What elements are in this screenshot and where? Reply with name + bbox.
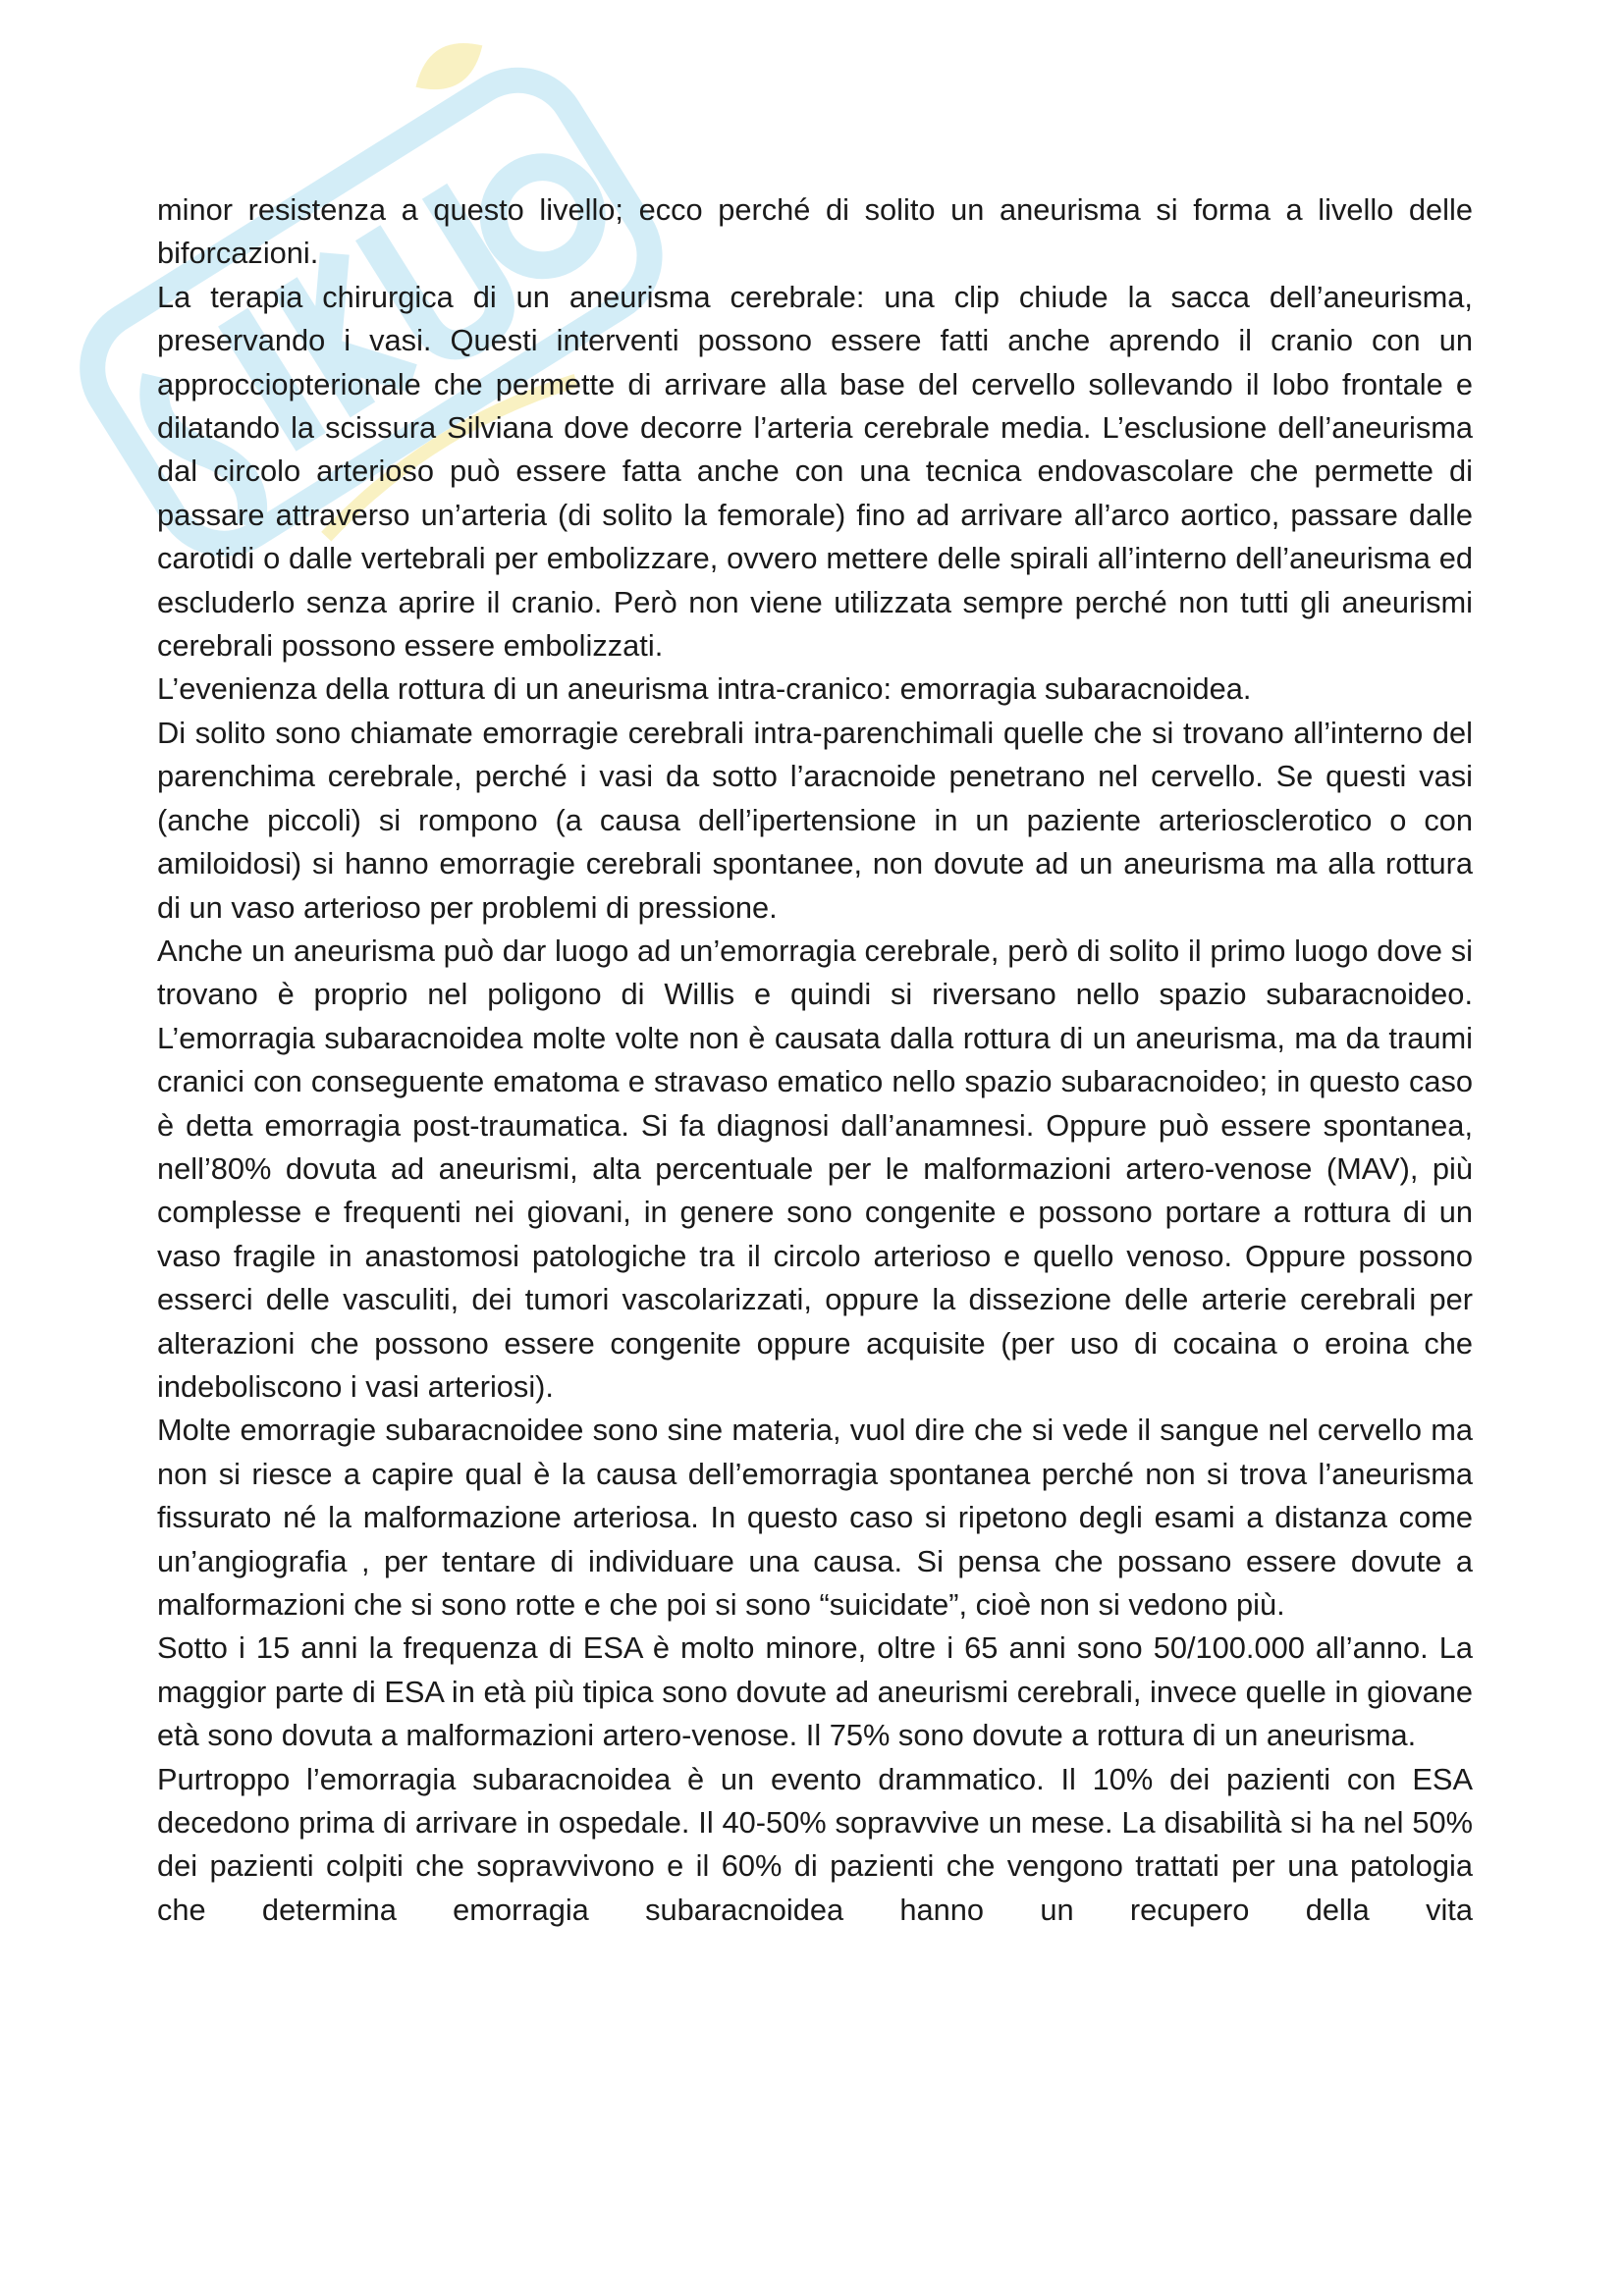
document-body: [157, 188, 1473, 1932]
paragraph-sine-materia: Molte emorragie subaracnoidee sono sine materia, vuol dire che si vede il sangue nel cervello ma non si riesce a capire qual è la causa dell’emorragia spontanea perché non si trova l’aneurisma fissurato né la malformazione arteriosa. In questo caso si ripetono degli esami a distanza come un’angiografia , per tentare di individuare una causa. Si pensa che possano essere dovute a malformazioni che si sono rotte e che poi si sono “suicidate”, cioè non si vedono più.: [157, 1413, 1473, 1622]
paragraph-biforcazioni: minor resistenza a questo livello; ecco perché di solito un aneurisma si forma a livello delle biforcazioni.: [157, 192, 1473, 271]
paragraph-frequenza-esa: Sotto i 15 anni la frequenza di ESA è molto minore, oltre i 65 anni sono 50/100.000 all’anno. La maggior parte di ESA in età più tipica sono dovute ad aneurismi cerebrali, invece quelle in giovane età sono dovuta a malformazioni artero-venose. Il 75% sono dovute a rottura di un aneurisma.: [157, 1630, 1473, 1753]
paragraph-terapia-chirurgica: La terapia chirurgica di un aneurisma cerebrale: una clip chiude la sacca dell’aneurisma, preservando i vasi. Questi interventi possono essere fatti anche aprendo il cranio con un approcciopterionale che permette di arrivare alla base del cervello sollevando il lobo frontale e dilatando la scissura Silviana dove decorre l’arteria cerebrale media. L’esclusione dell’aneurisma dal circolo arterioso può essere fatta anche con una tecnica endovascolare che permette di passare attraverso un’arteria (di solito la femorale) fino ad arrivare all’arco aortico, passare dalle carotidi o dalle vertebrali per embolizzare, ovvero mettere delle spirali all’interno dell’aneurisma ed escluderlo senza aprire il cranio. Però non viene utilizzata sempre perché non tutti gli aneurismi cerebrali possono essere embolizzati.: [157, 279, 1473, 664]
paragraph-prognosi: Purtroppo l’emorragia subaracnoidea è un evento drammatico. Il 10% dei pazienti con ESA decedono prima di arrivare in ospedale. Il 40-50% sopravvive un mese. La disabilità si ha nel 50% dei pazienti colpiti che sopravvivono e il 60% di pazienti che vengono trattati per una patologia che determina emorragia subaracnoidea hanno un recupero della vita: [157, 1761, 1473, 1927]
paragraph-emorragie-intraparenchimali: Di solito sono chiamate emorragie cerebrali intra-parenchimali quelle che si trovano all’interno del parenchima cerebrale, perché i vasi da sotto l’aracnoide penetrano nel cervello. Se questi vasi (anche piccoli) si rompono (a causa dell’ipertensione in un paziente arteriosclerotico o con amiloidosi) si hanno emorragie cerebrali spontanee, non dovute ad un aneurisma ma alla rottura di un vaso arterioso per problemi di pressione.: [157, 715, 1473, 925]
paragraph-emorragia-aneurisma: Anche un aneurisma può dar luogo ad un’emorragia cerebrale, però di solito il primo luogo dove si trovano è proprio nel poligono di Willis e quindi si riversano nello spazio subaracnoideo. L’emorragia subaracnoidea molte volte non è causata dalla rottura di un aneurisma, ma da traumi cranici con conseguente ematoma e stravaso ematico nello spazio subaracnoideo; in questo caso è detta emorragia post-traumatica. Si fa diagnosi dall’anamnesi. Oppure può essere spontanea, nell’80% dovuta ad aneurismi, alta percentuale per le malformazioni artero-venose (MAV), più complesse e frequenti nei giovani, in genere sono congenite e possono portare a rottura di un vaso fragile in anastomosi patologiche tra il circolo arterioso e quello venoso. Oppure possono esserci delle vasculiti, dei tumori vascolarizzati, oppure la dissezione delle arterie cerebrali per alterazioni che possono essere congenite oppure acquisite (per uso di cocaina o eroina che indeboliscono i vasi arteriosi).: [157, 933, 1473, 1404]
paragraph-evenienza-rottura: L’evenienza della rottura di un aneurisma intra-cranico: emorragia subaracnoidea.: [157, 671, 1252, 707]
